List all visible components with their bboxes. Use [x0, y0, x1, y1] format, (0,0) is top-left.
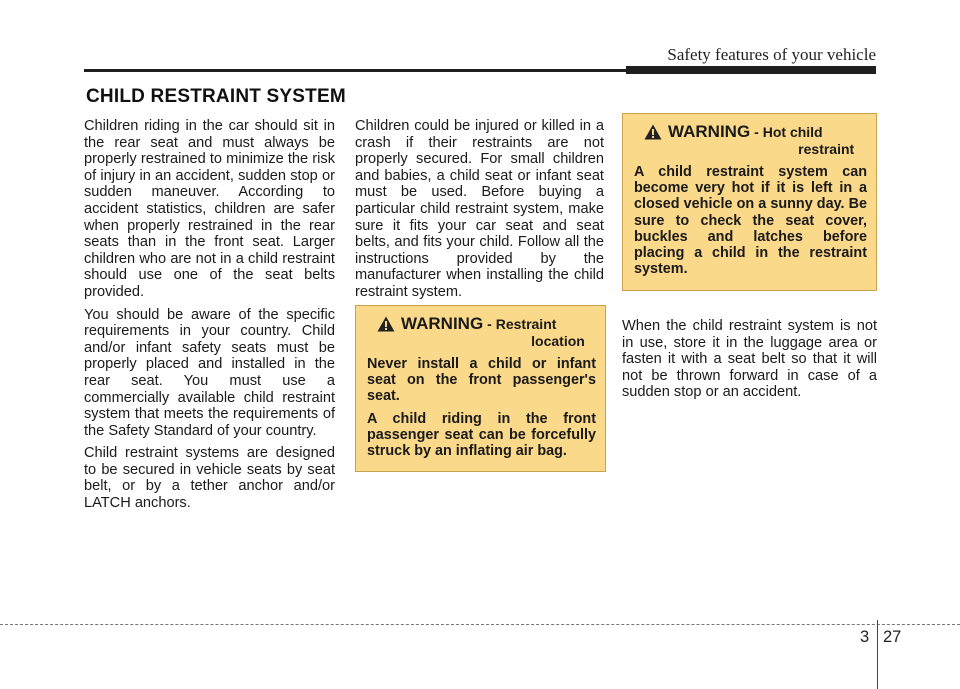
- warning-box-hot-child-restraint: [622, 113, 877, 291]
- section-title: CHILD RESTRAINT SYSTEM: [86, 86, 346, 107]
- footer-rule: [0, 624, 960, 625]
- warning-heading: [644, 122, 867, 158]
- warning-text: A child restraint system can become very hot if it is left in a closed vehicle on a sunny day. Be sure to check the seat cover, buckles and latches before placing a child in the restraint system.: [634, 164, 867, 278]
- warning-text: Never install a child or infant seat on the front passenger's seat.: [367, 356, 596, 405]
- warning-box-restraint-location: [355, 305, 606, 472]
- column-3: [622, 318, 877, 407]
- paragraph: When the child restraint system is not in use, store it in the luggage area or fasten it with a seat belt so that it will not be thrown forward in case of a sudden stop or an accident.: [622, 318, 877, 401]
- footer-divider: [877, 620, 878, 689]
- paragraph: You should be aware of the specific requirements in your country. Child and/or infant safety seats must be properly placed and installed in the rear seat. You must use a commercially available child restraint system that meets the requirements of the Safety Standard of your country.: [84, 306, 335, 439]
- warning-subtitle: - Restraint location: [487, 316, 585, 349]
- warning-text: A child riding in the front passenger seat can be forcefully struck by an inflating air bag.: [367, 410, 596, 460]
- paragraph: Children riding in the car should sit in the rear seat and must always be properly restrained to minimize the risk of injury in an accident, sudden stop or sudden maneuver. According to accident statistics, children are safer when properly restrained in the rear seats than in the front seat. Larger children who are not in a child restraint should use one of the seat belts provided.: [84, 118, 335, 300]
- warning-heading: [377, 314, 596, 350]
- warning-word: WARNING: [668, 122, 751, 141]
- warning-triangle-icon: [644, 124, 662, 140]
- paragraph: Children could be injured or killed in a crash if their restraints are not properly secured. For small children and babies, a child seat or infant seat must be used. Before buying a particular child restraint system, make sure it fits your car seat and seat belts, and fits your child. Follow all the instructions provided by the manufacturer when installing the child restraint system.: [355, 118, 604, 300]
- header-tab: [626, 66, 876, 74]
- warning-subtitle: - Hot child restraint: [754, 124, 855, 157]
- running-head: Safety features of your vehicle: [667, 45, 876, 64]
- warning-word: WARNING: [401, 314, 484, 333]
- page-number: 27: [883, 628, 902, 646]
- warning-triangle-icon: [377, 316, 395, 332]
- column-2: [355, 118, 604, 307]
- paragraph: Child restraint systems are designed to be secured in vehicle seats by seat belt, or by a tether anchor and/or LATCH anchors.: [84, 445, 335, 512]
- chapter-number: 3: [860, 628, 870, 646]
- column-1: [84, 118, 335, 518]
